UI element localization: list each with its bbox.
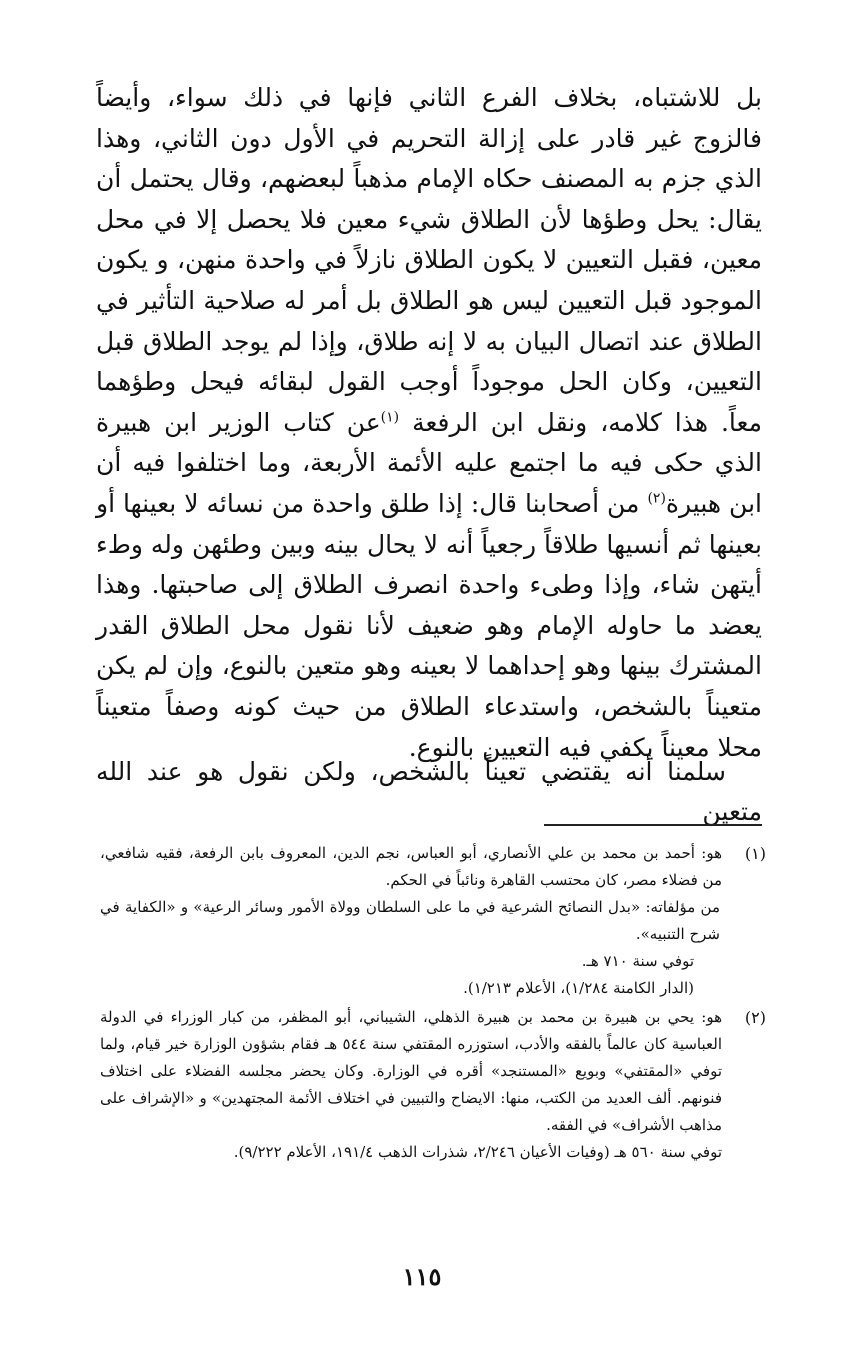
footnote-ref-1: (١) <box>380 409 400 426</box>
continuation-paragraph: سلمنا أنه يقتضي تعيناً بالشخص، ولكن نقول هو عند الله متعين <box>96 757 762 826</box>
footnote-1-bio: هو: أحمد بن محمد بن علي الأنصاري، أبو العباس، نجم الدين، المعروف بابن الرفعة، فقيه شافعي، من فضلاء مصر، كان محتسب القاهرة ونائباً في الحكم. <box>100 844 722 889</box>
main-text-part-1: بل للاشتباه، بخلاف الفرع الثاني فإنها في ذلك سواء، وأيضاً فالزوج غير قادر على إزالة التحريم في الأول دون الثاني، وهذا الذي جزم به المصنف حكاه الإمام مذهباً لبعضهم، وقال يحتمل أن يقال: يحل وطؤها لأن الطلاق شيء معين فلا يحصل إلا في محل معين، فقبل التعيين لا يكون الطلاق نازلاً في واحدة منهن، و يكون الموجود قبل التعيين ليس هو الطلاق بل أمر له صلاحية التأثير في الطلاق عند اتصال البيان به لا إنه طلاق، وإذا لم يوجد الطلاق قبل التعيين، وكان الحل موجوداً أوجب القول لبقائه فيحل وطؤهما معاً. هذا كلامه، ونقل ابن الرفعة <box>96 83 762 437</box>
main-text-part-3: من أصحابنا قال: إذا طلق واحدة من نسائه لا بعينها أو بعينها ثم أنسيها طلاقاً رجعياً أنه لا يحال بينه وبين وطئهن وله وطء أيتهن شاء، وإذا وطىء واحدة انصرف الطلاق إلى صاحبتها. وهذا يعضد ما حاوله الإمام وهو ضعيف لأنا نقول محل الطلاق القدر المشترك بينها وهو إحداهما لا بعينه وهو متعين بالنوع، وإن لم يكن متعيناً بالشخص، واستدعاء الطلاق من حيث كونه وصفاً متعيناً محلا معيناً يكفي فيه التعيين بالنوع. <box>96 488 762 762</box>
footnote-separator <box>544 824 762 826</box>
footnote-1-source: (الدار الكامنة ١/٢٨٤)، الأعلام ١/٢١٣). <box>463 979 694 997</box>
main-paragraph <box>96 78 762 768</box>
footnote-2-body <box>100 1004 722 1166</box>
footnote-2-death: توفي سنة ٥٦٠ هـ (وفيات الأعيان ٢/٢٤٦، شذرات الذهب ١٩١/٤، الأعلام ٩/٢٢٢). <box>233 1143 722 1161</box>
footnote-2 <box>100 1004 766 1166</box>
footnotes <box>100 840 766 1168</box>
footnote-1-works: من مؤلفاته: «بدل النصائح الشرعية في ما على السلطان وولاة الأمور وسائر الرعية» و «الكفاية في شرح التنبيه». <box>100 898 720 943</box>
footnote-2-number: (٢) <box>744 1008 766 1027</box>
main-text-part-2: عن كتاب الوزير ابن هبيرة الذي حكى فيه ما اجتمع عليه الأئمة الأربعة، وما اختلفوا فيه أن ابن هبيرة <box>96 407 762 518</box>
footnote-1-number: (١) <box>744 844 766 863</box>
footnote-1 <box>100 840 766 1002</box>
page-number: ١١٥ <box>402 1262 442 1291</box>
footnote-1-death: توفي سنة ٧١٠ هـ. <box>581 952 694 970</box>
footnote-ref-2: (٢) <box>647 490 666 507</box>
footnote-1-body <box>100 840 722 1002</box>
footnote-2-bio: هو: يحي بن هبيرة بن محمد بن هبيرة الذهلي، الشيباني، أبو المظفر، من كبار الوزراء في الدولة العباسية كان عالماً بالفقه والأدب، استوزره المقتفي سنة ٥٤٤ هـ فقام بشؤون الوزارة خير قيام، ولما توفي «المقتفي» وبويع «المستنجد» أقره في الوزارة. وكان يحضر مجلسه الفضلاء على اختلاف فنونهم. ألف العديد من الكتب، منها: الايضاح والتبيين في اختلاف الأئمة المجتهدين» و «الإشراف على مذاهب الأشراف» في الفقه. <box>100 1008 722 1134</box>
